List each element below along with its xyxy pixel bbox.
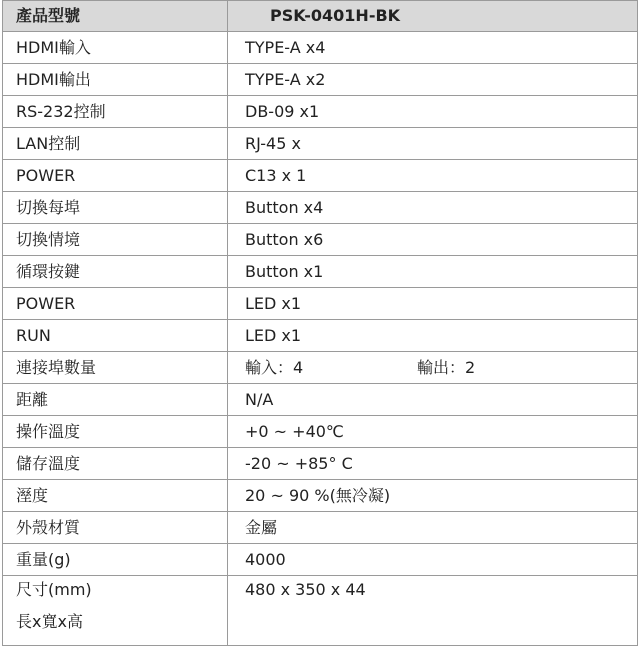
row-label: HDMI輸出	[3, 64, 228, 96]
row-value	[228, 352, 638, 384]
table-row	[3, 352, 638, 384]
table-row	[3, 64, 638, 96]
table-row	[3, 544, 638, 576]
row-value: 20 ~ 90 %(無冷凝)	[228, 480, 638, 512]
row-label: 溼度	[3, 480, 228, 512]
row-value: 4000	[228, 544, 638, 576]
row-label: HDMI輸入	[3, 32, 228, 64]
row-label: RS-232控制	[3, 96, 228, 128]
row-value: 金屬	[228, 512, 638, 544]
row-label: RUN	[3, 320, 228, 352]
table-row	[3, 448, 638, 480]
row-label: POWER	[3, 288, 228, 320]
table-row	[3, 192, 638, 224]
row-label: 連接埠數量	[3, 352, 228, 384]
table-row	[3, 576, 638, 646]
row-value: TYPE-A x4	[228, 32, 638, 64]
table-row	[3, 384, 638, 416]
row-value: C13 x 1	[228, 160, 638, 192]
row-value: LED x1	[228, 320, 638, 352]
table-row	[3, 512, 638, 544]
row-value: LED x1	[228, 288, 638, 320]
row-label: 重量(g)	[3, 544, 228, 576]
table-row	[3, 128, 638, 160]
spec-table	[2, 0, 638, 646]
port-output-count: 輸出：2	[417, 357, 476, 377]
row-value: +0 ~ +40℃	[228, 416, 638, 448]
row-value: TYPE-A x2	[228, 64, 638, 96]
row-label: 儲存溫度	[3, 448, 228, 480]
row-label: LAN控制	[3, 128, 228, 160]
table-row	[3, 320, 638, 352]
table-header-row	[3, 1, 638, 32]
row-value: RJ-45 x	[228, 128, 638, 160]
table-row	[3, 224, 638, 256]
row-value: -20 ~ +85° C	[228, 448, 638, 480]
row-value: Button x6	[228, 224, 638, 256]
table-row	[3, 416, 638, 448]
table-row	[3, 32, 638, 64]
row-label: 切換情境	[3, 224, 228, 256]
row-value: Button x1	[228, 256, 638, 288]
table-row	[3, 288, 638, 320]
port-input-count: 輸入：4	[245, 357, 304, 377]
row-label: 外殼材質	[3, 512, 228, 544]
table-row	[3, 160, 638, 192]
header-value: PSK-0401H-BK	[228, 1, 638, 32]
row-label: 循環按鍵	[3, 256, 228, 288]
dimension-label: 尺寸(mm)	[16, 580, 92, 599]
row-value: N/A	[228, 384, 638, 416]
row-label: 操作溫度	[3, 416, 228, 448]
table-row	[3, 96, 638, 128]
header-label: 產品型號	[3, 1, 228, 32]
row-label: POWER	[3, 160, 228, 192]
row-label	[3, 576, 228, 646]
row-label: 切換每埠	[3, 192, 228, 224]
row-label: 距離	[3, 384, 228, 416]
table-row	[3, 256, 638, 288]
table-row	[3, 480, 638, 512]
row-value: 480 x 350 x 44	[228, 576, 638, 646]
row-value: DB-09 x1	[228, 96, 638, 128]
dimension-sublabel: 長x寬x高	[16, 612, 83, 631]
row-value: Button x4	[228, 192, 638, 224]
